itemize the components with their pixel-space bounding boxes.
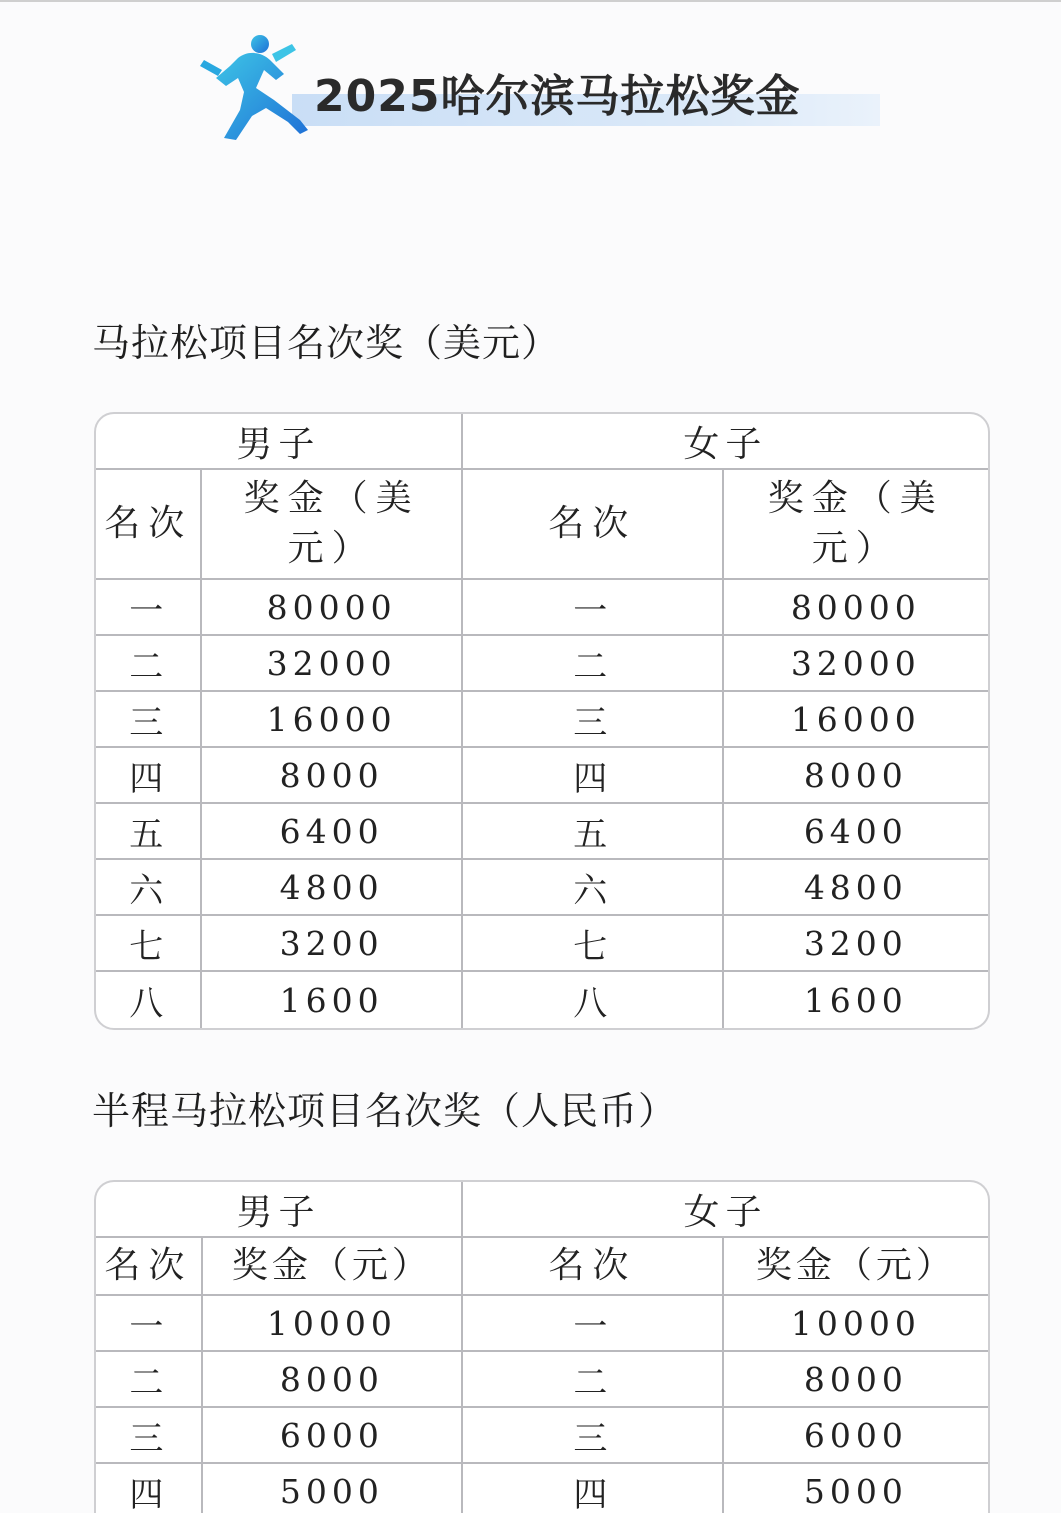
rank-cell: 二 — [96, 1352, 203, 1408]
rank-cell: 二 — [463, 636, 724, 692]
men-prize-cell: 5000 — [203, 1464, 463, 1513]
women-prize-cell: 32000 — [724, 636, 988, 692]
title-banner — [196, 34, 896, 144]
rank-cell: 八 — [463, 972, 724, 1028]
rank-cell: 七 — [463, 916, 724, 972]
men-prize-cell: 10000 — [203, 1296, 463, 1352]
table-row — [96, 860, 988, 916]
page-title: 2025哈尔滨马拉松奖金 — [314, 71, 801, 122]
men-prize-cell: 6400 — [202, 804, 462, 860]
prize-header: 奖金（元） — [203, 1238, 463, 1296]
women-prize-cell: 5000 — [724, 1464, 988, 1513]
rank-cell: 一 — [96, 1296, 203, 1352]
half-marathon-heading: 半程马拉松项目名次奖（人民币） — [92, 1089, 678, 1133]
top-divider — [0, 0, 1061, 2]
rank-cell: 六 — [96, 860, 202, 916]
rank-header: 名次 — [96, 470, 202, 580]
runner-icon — [196, 34, 316, 142]
table-row — [96, 1296, 988, 1352]
rank-cell: 四 — [96, 748, 202, 804]
men-prize-cell: 3200 — [202, 916, 462, 972]
rank-cell: 四 — [463, 1464, 724, 1513]
men-prize-cell: 32000 — [202, 636, 462, 692]
women-prize-cell: 3200 — [724, 916, 988, 972]
women-prize-cell: 16000 — [724, 692, 988, 748]
table-row — [96, 804, 988, 860]
rank-cell: 三 — [96, 1408, 203, 1464]
table-row — [96, 748, 988, 804]
women-header: 女子 — [463, 414, 988, 470]
men-prize-cell: 8000 — [202, 748, 462, 804]
women-prize-cell: 8000 — [724, 1352, 988, 1408]
table-row — [96, 1464, 988, 1513]
women-prize-cell: 6000 — [724, 1408, 988, 1464]
prize-header — [724, 470, 988, 580]
table-row — [96, 1408, 988, 1464]
half-marathon-prize-table — [94, 1180, 990, 1513]
rank-cell: 八 — [96, 972, 202, 1028]
women-prize-cell: 6400 — [724, 804, 988, 860]
men-header: 男子 — [96, 1182, 463, 1238]
marathon-heading: 马拉松项目名次奖（美元） — [92, 321, 561, 365]
marathon-prize-table — [94, 412, 990, 1030]
women-prize-cell: 10000 — [724, 1296, 988, 1352]
rank-cell: 五 — [96, 804, 202, 860]
women-prize-cell: 80000 — [724, 580, 988, 636]
men-prize-cell: 4800 — [202, 860, 462, 916]
prize-header — [202, 470, 462, 580]
table-row — [96, 972, 988, 1028]
rank-cell: 七 — [96, 916, 202, 972]
rank-cell: 二 — [463, 1352, 724, 1408]
rank-cell: 二 — [96, 636, 202, 692]
rank-cell: 六 — [463, 860, 724, 916]
table-row — [96, 636, 988, 692]
men-prize-cell: 8000 — [203, 1352, 463, 1408]
men-prize-cell: 1600 — [202, 972, 462, 1028]
women-prize-cell: 8000 — [724, 748, 988, 804]
prize-header-text: 奖金（美元） — [243, 478, 420, 569]
table-row — [96, 580, 988, 636]
rank-cell: 三 — [463, 692, 724, 748]
women-prize-cell: 1600 — [803, 980, 908, 1020]
table-row — [96, 916, 988, 972]
men-header: 男子 — [96, 414, 463, 470]
rank-cell: 三 — [463, 1408, 724, 1464]
rank-cell: 三 — [96, 692, 202, 748]
rank-cell: 四 — [463, 748, 724, 804]
rank-cell: 五 — [463, 804, 724, 860]
table-row — [96, 1352, 988, 1408]
men-prize-cell: 16000 — [202, 692, 462, 748]
men-prize-cell: 80000 — [202, 580, 462, 636]
rank-cell: 一 — [463, 580, 724, 636]
rank-cell: 一 — [96, 580, 202, 636]
rank-header: 名次 — [96, 1238, 203, 1296]
rank-header: 名次 — [463, 470, 724, 580]
women-prize-cell: 4800 — [724, 860, 988, 916]
rank-cell: 一 — [463, 1296, 724, 1352]
men-prize-cell: 6000 — [203, 1408, 463, 1464]
prize-header: 奖金（元） — [724, 1238, 988, 1296]
table-row — [96, 692, 988, 748]
prize-header-text: 奖金（美元） — [767, 478, 944, 569]
women-header: 女子 — [463, 1182, 988, 1238]
rank-cell: 四 — [96, 1464, 203, 1513]
rank-header: 名次 — [463, 1238, 724, 1296]
